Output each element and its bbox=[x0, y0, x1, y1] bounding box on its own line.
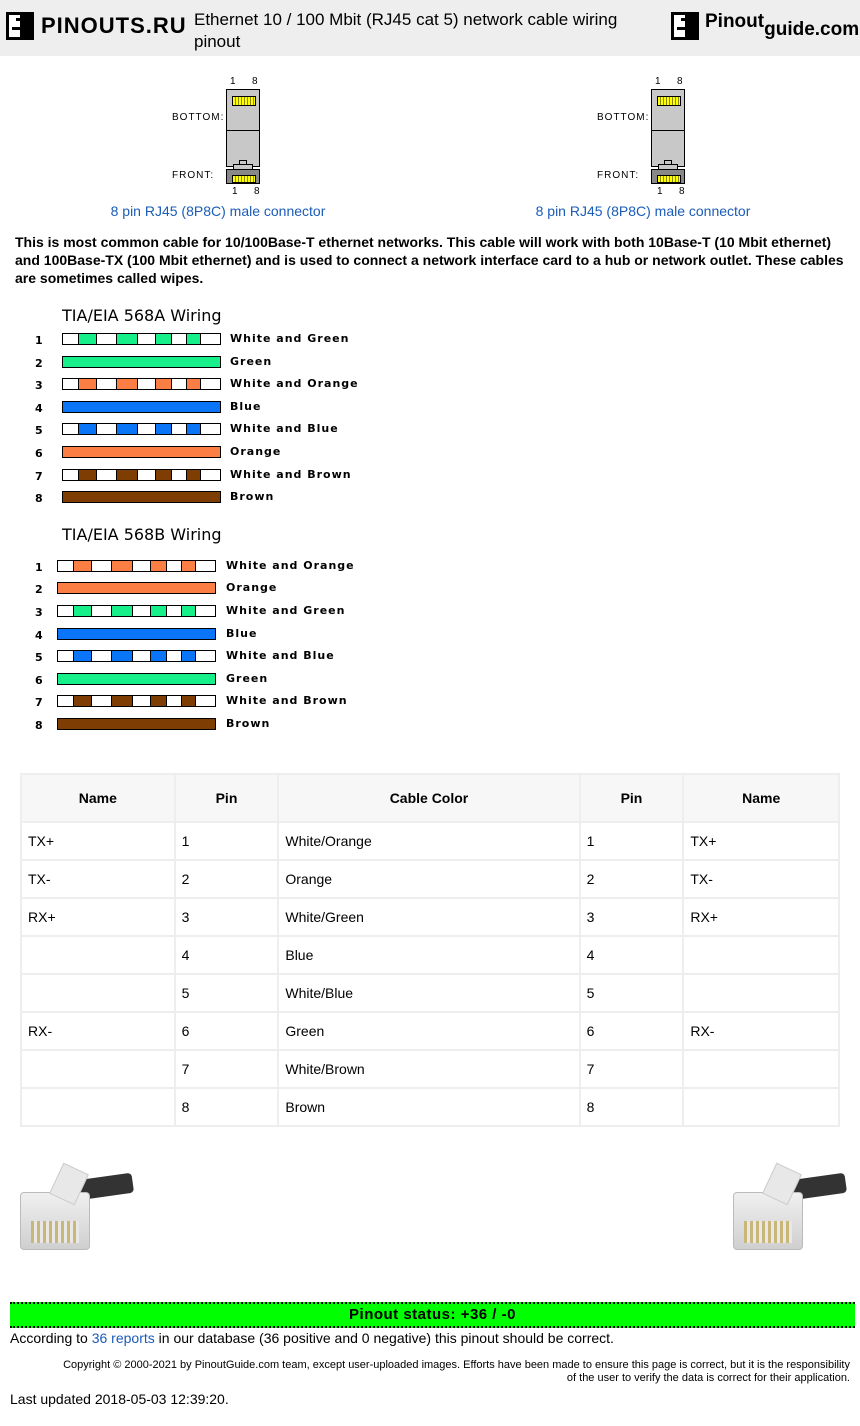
cable-color: White/Brown bbox=[278, 1050, 579, 1088]
pin-label-last: 8 bbox=[254, 186, 260, 197]
signal-name-left bbox=[21, 1050, 175, 1088]
wire-color-bar bbox=[62, 469, 221, 481]
pinout-table bbox=[20, 773, 840, 1127]
wire-number: 4 bbox=[35, 401, 43, 415]
wire-row bbox=[0, 626, 860, 649]
pin-right: 7 bbox=[580, 1050, 684, 1088]
wire-color-label: Green bbox=[230, 354, 273, 368]
partner-logo-text-1: Pinout bbox=[705, 11, 765, 32]
wire-number: 1 bbox=[35, 334, 43, 347]
wire-row bbox=[0, 693, 860, 716]
wire-number: 5 bbox=[35, 651, 43, 665]
wire-color-bar bbox=[57, 605, 216, 617]
table-row bbox=[21, 1012, 839, 1050]
pinoutguide-logo-icon bbox=[671, 12, 699, 40]
signal-name-right: TX+ bbox=[683, 822, 839, 860]
site-logo-text: PINOUTS.RU bbox=[41, 13, 187, 38]
signal-name-left bbox=[21, 1088, 175, 1126]
table-row bbox=[21, 936, 839, 974]
pin-label-first: 1 bbox=[232, 186, 238, 197]
wire-color-bar bbox=[57, 560, 216, 572]
wire-number: 4 bbox=[35, 628, 43, 642]
wire-number: 7 bbox=[35, 696, 43, 710]
wire-number: 1 bbox=[35, 560, 43, 574]
cable-color: White/Blue bbox=[278, 974, 579, 1012]
cable-color: Blue bbox=[278, 936, 579, 974]
wire-color-bar bbox=[62, 356, 221, 368]
pin-label-last: 8 bbox=[252, 76, 258, 87]
wire-number: 8 bbox=[35, 718, 43, 732]
wire-color-label: Orange bbox=[226, 581, 278, 595]
wire-color-label: White and Blue bbox=[230, 422, 339, 436]
wire-number: 3 bbox=[35, 379, 43, 393]
pin-left: 2 bbox=[175, 860, 279, 898]
cable-color: Orange bbox=[278, 860, 579, 898]
signal-name-left: RX+ bbox=[21, 898, 175, 936]
pin-right: 5 bbox=[580, 974, 684, 1012]
pin-right: 6 bbox=[580, 1012, 684, 1050]
connector-diagrams bbox=[0, 56, 860, 221]
pin-left: 5 bbox=[175, 974, 279, 1012]
wire-color-bar bbox=[62, 491, 221, 503]
wire-color-label: Brown bbox=[226, 716, 271, 730]
front-view-label: FRONT: bbox=[172, 170, 215, 181]
partner-logo-text-2: guide.com bbox=[764, 19, 860, 40]
wire-color-label: White and Green bbox=[226, 603, 346, 617]
cable-description: This is most common cable for 10/100Base-T ethernet networks. This cable will work with both 10Base-T (10 Mbit ethernet) and 100Base-TX (100 Mbit ethernet) and is used to connect a network interface card to a hub or network outlet. These cables are sometimes called wipes. bbox=[15, 234, 844, 286]
wiring-568b-diagram bbox=[0, 520, 860, 739]
wire-color-label: Orange bbox=[230, 444, 282, 458]
pin-left: 4 bbox=[175, 936, 279, 974]
rj45-plug-photo-left bbox=[15, 1162, 133, 1260]
rj45-bottom-view bbox=[226, 89, 260, 167]
signal-name-left: TX- bbox=[21, 860, 175, 898]
pin-label-first: 1 bbox=[230, 76, 236, 87]
bottom-view-label: BOTTOM: bbox=[172, 112, 225, 123]
wire-row bbox=[0, 421, 860, 444]
connector-link[interactable]: 8 pin RJ45 (8P8C) male connector bbox=[535, 203, 751, 219]
signal-name-right bbox=[683, 974, 839, 1012]
wire-row bbox=[0, 399, 860, 422]
wire-row bbox=[0, 489, 860, 512]
pinouts-logo-icon bbox=[6, 12, 34, 40]
signal-name-right: RX- bbox=[683, 1012, 839, 1050]
wire-number: 6 bbox=[35, 446, 43, 460]
connector-photos bbox=[0, 1127, 860, 1297]
pin-label-first: 1 bbox=[655, 76, 661, 87]
wire-color-label: White and Brown bbox=[226, 694, 348, 708]
wire-row bbox=[0, 331, 860, 354]
table-row bbox=[21, 898, 839, 936]
wire-color-label: White and Orange bbox=[230, 377, 359, 391]
signal-name-left: TX+ bbox=[21, 822, 175, 860]
wire-color-bar bbox=[62, 446, 221, 458]
wire-number: 7 bbox=[35, 469, 43, 483]
pin-left: 7 bbox=[175, 1050, 279, 1088]
signal-name-right bbox=[683, 936, 839, 974]
pinout-status-bar: Pinout status: +36 / -0 bbox=[10, 1302, 855, 1328]
wire-color-label: White and Blue bbox=[226, 649, 335, 663]
wire-color-bar bbox=[62, 378, 221, 390]
rj45-front-view bbox=[226, 160, 260, 184]
table-row bbox=[21, 860, 839, 898]
reports-prefix: According to bbox=[10, 1329, 92, 1346]
col-header-pin-left: Pin bbox=[175, 774, 279, 822]
table-header-row bbox=[21, 774, 839, 822]
connector-diagram-left bbox=[88, 76, 348, 221]
wire-color-label: White and Orange bbox=[226, 558, 355, 572]
copyright-notice: Copyright © 2000-2021 by PinoutGuide.com team, except user-uploaded images. Efforts have been made to ensure this page is correct, but it is the responsibility of the user to verify the data is correct for their application. bbox=[63, 1358, 850, 1384]
signal-name-right: TX- bbox=[683, 860, 839, 898]
table-row bbox=[21, 1088, 839, 1126]
pin-label-last: 8 bbox=[677, 76, 683, 87]
reports-summary bbox=[10, 1329, 850, 1347]
pin-left: 1 bbox=[175, 822, 279, 860]
rj45-bottom-view bbox=[651, 89, 685, 167]
reports-suffix: in our database (36 positive and 0 negative) this pinout should be correct. bbox=[154, 1329, 614, 1346]
page-header bbox=[0, 0, 860, 56]
cable-color: Brown bbox=[278, 1088, 579, 1126]
pin-left: 8 bbox=[175, 1088, 279, 1126]
pin-right: 1 bbox=[580, 822, 684, 860]
wire-color-bar bbox=[57, 650, 216, 662]
wire-row bbox=[0, 444, 860, 467]
pin-left: 6 bbox=[175, 1012, 279, 1050]
pin-label-last: 8 bbox=[679, 186, 685, 197]
col-header-cable-color: Cable Color bbox=[278, 774, 579, 822]
rj45-plug-photo-right bbox=[728, 1162, 846, 1260]
wire-color-bar bbox=[57, 628, 216, 640]
connector-link[interactable]: 8 pin RJ45 (8P8C) male connector bbox=[110, 203, 326, 219]
wire-row bbox=[0, 603, 860, 626]
table-row bbox=[21, 1050, 839, 1088]
signal-name-left bbox=[21, 974, 175, 1012]
rj45-front-view bbox=[651, 160, 685, 184]
wire-row bbox=[0, 376, 860, 399]
pin-right: 4 bbox=[580, 936, 684, 974]
signal-name-left bbox=[21, 936, 175, 974]
pinouts-ru-logo[interactable] bbox=[6, 12, 187, 40]
last-updated: Last updated 2018-05-03 12:39:20. bbox=[10, 1390, 229, 1407]
table-row bbox=[21, 974, 839, 1012]
pin-right: 3 bbox=[580, 898, 684, 936]
wire-color-label: White and Green bbox=[230, 332, 350, 345]
cable-color: Green bbox=[278, 1012, 579, 1050]
wire-color-label: Blue bbox=[226, 626, 258, 640]
connector-diagram-right bbox=[513, 76, 773, 221]
cable-color: White/Orange bbox=[278, 822, 579, 860]
wire-number: 5 bbox=[35, 424, 43, 438]
wire-number: 8 bbox=[35, 492, 43, 506]
front-view-label: FRONT: bbox=[597, 170, 640, 181]
pin-right: 8 bbox=[580, 1088, 684, 1126]
wire-number: 2 bbox=[35, 583, 43, 597]
wire-row bbox=[0, 558, 860, 581]
signal-name-right bbox=[683, 1050, 839, 1088]
wiring-568a-diagram bbox=[0, 301, 860, 512]
reports-link[interactable]: 36 reports bbox=[91, 1329, 155, 1346]
wire-row bbox=[0, 648, 860, 671]
wire-number: 6 bbox=[35, 673, 43, 687]
pinoutguide-logo[interactable] bbox=[671, 12, 859, 40]
wire-color-label: White and Brown bbox=[230, 467, 352, 481]
wire-row bbox=[0, 354, 860, 377]
cable-color: White/Green bbox=[278, 898, 579, 936]
wire-color-label: Brown bbox=[230, 490, 275, 504]
pin-left: 3 bbox=[175, 898, 279, 936]
wire-number: 2 bbox=[35, 356, 43, 370]
wiring-568b-title: TIA/EIA 568B Wiring bbox=[62, 524, 222, 544]
table-row bbox=[21, 822, 839, 860]
wire-color-bar bbox=[57, 718, 216, 730]
pin-right: 2 bbox=[580, 860, 684, 898]
signal-name-left: RX- bbox=[21, 1012, 175, 1050]
col-header-pin-right: Pin bbox=[580, 774, 684, 822]
wire-color-label: Blue bbox=[230, 399, 262, 413]
signal-name-right: RX+ bbox=[683, 898, 839, 936]
bottom-view-label: BOTTOM: bbox=[597, 112, 650, 123]
pin-label-first: 1 bbox=[657, 186, 663, 197]
signal-name-right bbox=[683, 1088, 839, 1126]
col-header-name-left: Name bbox=[21, 774, 175, 822]
wire-number: 3 bbox=[35, 605, 43, 619]
wire-color-bar bbox=[57, 673, 216, 685]
wire-color-bar bbox=[57, 582, 216, 594]
wire-color-label: Green bbox=[226, 671, 269, 685]
wire-color-bar bbox=[62, 401, 221, 413]
col-header-name-right: Name bbox=[683, 774, 839, 822]
wire-row bbox=[0, 716, 860, 739]
wiring-568a-title: TIA/EIA 568A Wiring bbox=[62, 306, 222, 325]
wire-row bbox=[0, 467, 860, 490]
wire-color-bar bbox=[62, 333, 221, 345]
wire-color-bar bbox=[57, 695, 216, 707]
page-title: Ethernet 10 / 100 Mbit (RJ45 cat 5) network cable wiring pinout bbox=[194, 10, 618, 51]
wire-row bbox=[0, 671, 860, 694]
wire-row bbox=[0, 580, 860, 603]
wire-color-bar bbox=[62, 423, 221, 435]
